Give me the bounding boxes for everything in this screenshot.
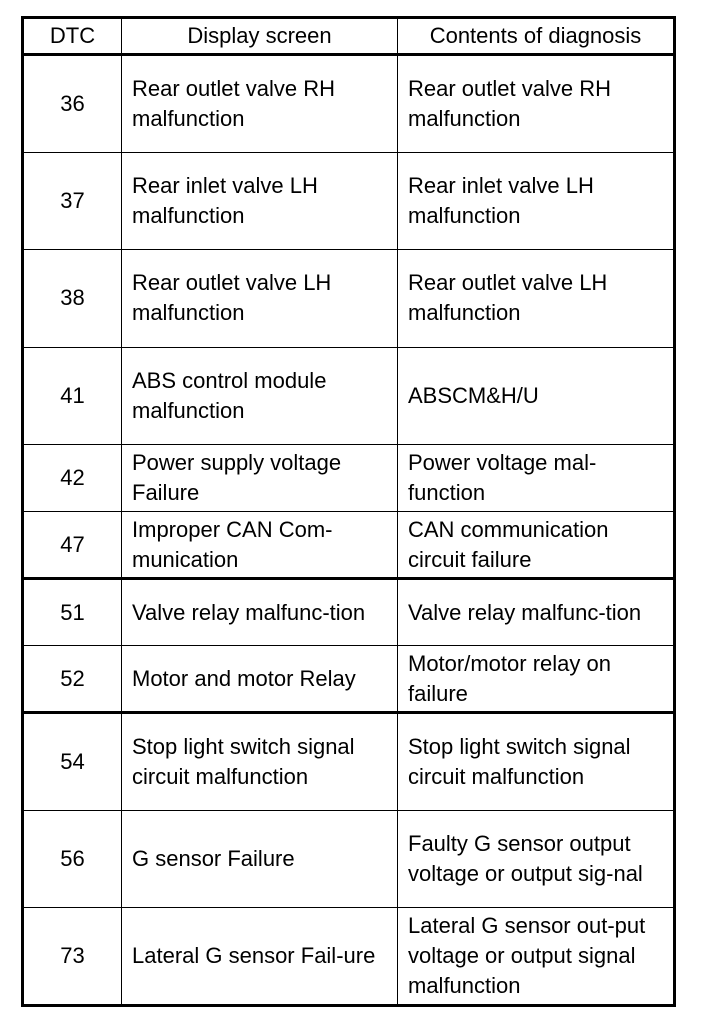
dtc-code: 52	[23, 646, 122, 713]
table-row	[23, 445, 675, 512]
dtc-code: 41	[23, 347, 122, 445]
contents-cell: Valve relay malfunc-tion	[398, 579, 675, 646]
display-screen-cell: Motor and motor Relay	[122, 646, 398, 713]
dtc-code: 38	[23, 250, 122, 348]
dtc-code: 56	[23, 810, 122, 908]
display-screen-cell: Lateral G sensor Fail-ure	[122, 908, 398, 1006]
display-screen-cell: Rear outlet valve LH malfunction	[122, 250, 398, 348]
table-row	[23, 152, 675, 250]
contents-cell: Faulty G sensor output voltage or output sig-nal	[398, 810, 675, 908]
display-screen-cell: Stop light switch signal circuit malfunction	[122, 713, 398, 811]
contents-cell: CAN communication circuit failure	[398, 512, 675, 579]
dtc-code: 42	[23, 445, 122, 512]
display-screen-cell: Power supply voltage Failure	[122, 445, 398, 512]
table-row	[23, 347, 675, 445]
contents-cell: Stop light switch signal circuit malfunction	[398, 713, 675, 811]
display-screen-cell: Rear inlet valve LH malfunction	[122, 152, 398, 250]
dtc-code: 73	[23, 908, 122, 1006]
table-row	[23, 713, 675, 811]
dtc-code: 51	[23, 579, 122, 646]
dtc-code: 36	[23, 55, 122, 153]
table-row	[23, 55, 675, 153]
header-dtc: DTC	[23, 18, 122, 55]
table-row	[23, 512, 675, 579]
header-display-screen: Display screen	[122, 18, 398, 55]
contents-cell: Motor/motor relay on failure	[398, 646, 675, 713]
display-screen-cell: Improper CAN Com-munication	[122, 512, 398, 579]
contents-cell: Power voltage mal-function	[398, 445, 675, 512]
contents-cell: ABSCM&H/U	[398, 347, 675, 445]
header-row	[23, 18, 675, 55]
dtc-table	[21, 16, 676, 1007]
header-contents-of-diagnosis: Contents of diagnosis	[398, 18, 675, 55]
contents-cell: Rear inlet valve LH malfunction	[398, 152, 675, 250]
contents-cell: Rear outlet valve LH malfunction	[398, 250, 675, 348]
display-screen-cell: ABS control module malfunction	[122, 347, 398, 445]
display-screen-cell: Rear outlet valve RH malfunction	[122, 55, 398, 153]
display-screen-cell: G sensor Failure	[122, 810, 398, 908]
dtc-code: 47	[23, 512, 122, 579]
table-row	[23, 646, 675, 713]
contents-cell: Lateral G sensor out-put voltage or output signal malfunction	[398, 908, 675, 1006]
table-row	[23, 579, 675, 646]
table-row	[23, 810, 675, 908]
contents-cell: Rear outlet valve RH malfunction	[398, 55, 675, 153]
table-row	[23, 250, 675, 348]
table-row	[23, 908, 675, 1006]
dtc-code: 54	[23, 713, 122, 811]
display-screen-cell: Valve relay malfunc-tion	[122, 579, 398, 646]
dtc-code: 37	[23, 152, 122, 250]
